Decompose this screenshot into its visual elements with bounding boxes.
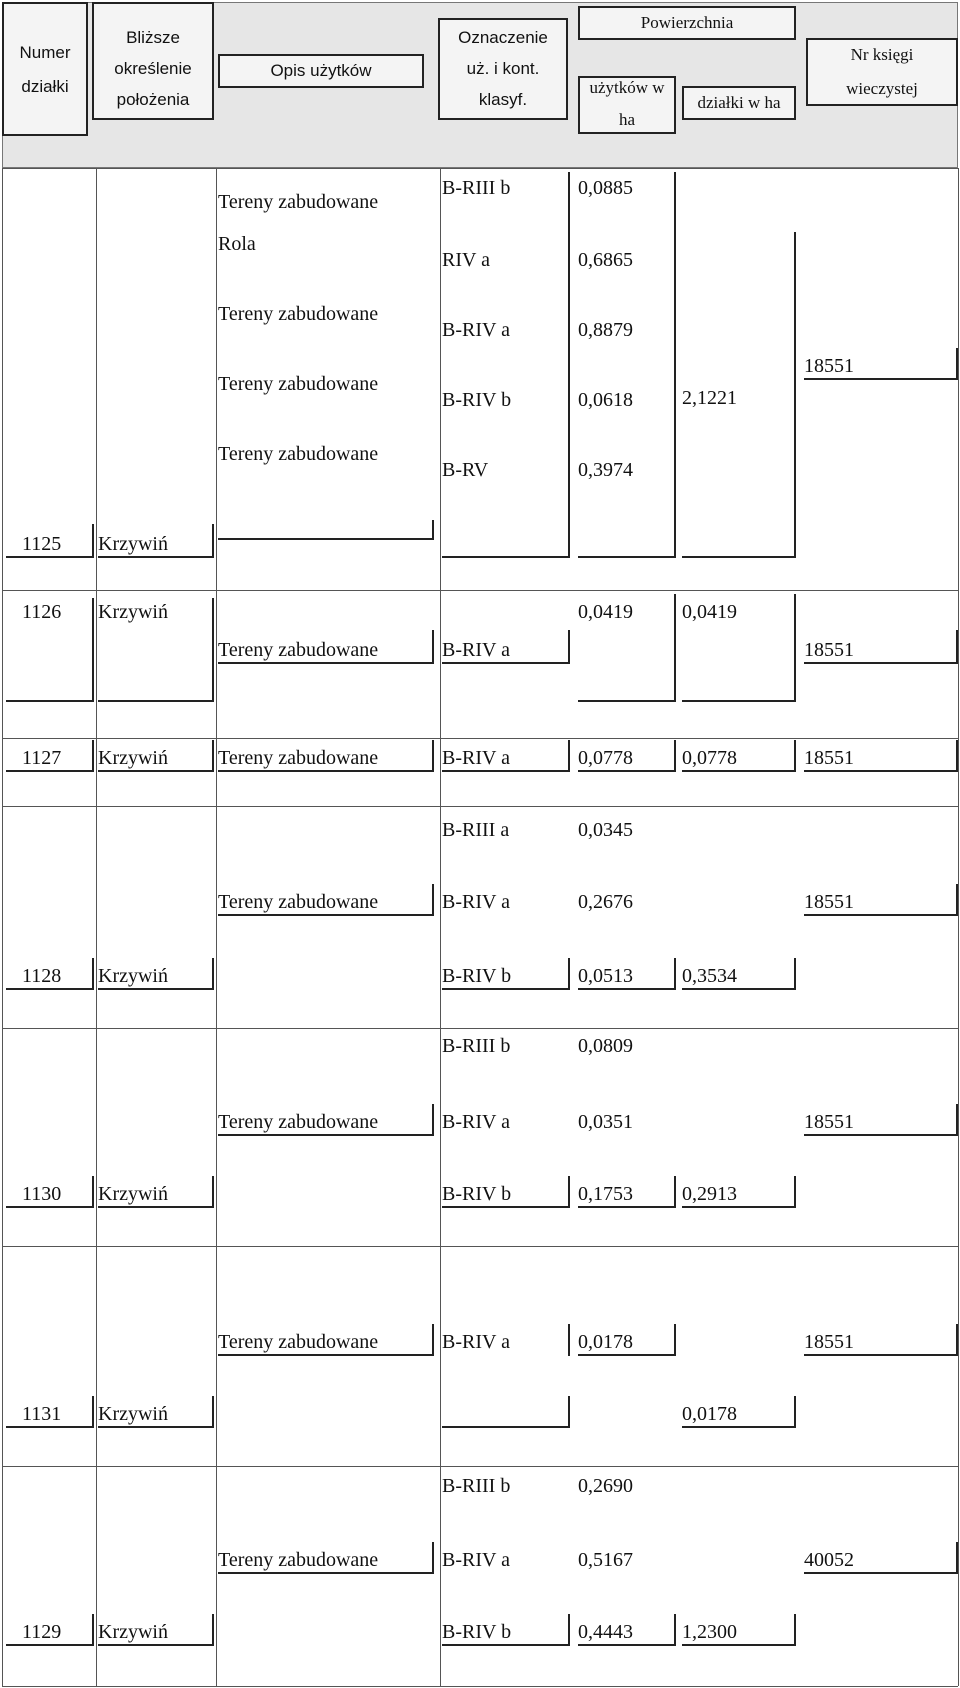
- opis-cell: Tereny zabudowane: [218, 191, 379, 213]
- header-powierzchnia: Powierzchnia: [640, 13, 734, 32]
- cell-border: [794, 1396, 796, 1428]
- klasa-cell: B-RIV a: [442, 747, 510, 769]
- cell-border: [794, 1614, 796, 1646]
- klasa-cell: B-RIV b: [442, 1183, 512, 1205]
- column-divider: [958, 168, 959, 1686]
- cell-underline: [682, 1644, 796, 1646]
- area-cell: 0,0809: [578, 1035, 633, 1057]
- total-cell: 0,0778: [682, 747, 737, 769]
- cell-border: [92, 1396, 94, 1428]
- miejsce-cell: Krzywiń: [98, 965, 168, 987]
- cell-border: [432, 520, 434, 540]
- cell-border: [956, 348, 958, 380]
- area-cell: 0,2676: [578, 891, 633, 913]
- cell-underline: [6, 1644, 94, 1646]
- opis-cell: Tereny zabudowane: [218, 1111, 379, 1133]
- row-divider: [2, 1028, 958, 1029]
- opis-cell: Tereny zabudowane: [218, 1331, 379, 1353]
- cell-border: [794, 594, 796, 702]
- row-divider: [2, 1246, 958, 1247]
- cell-border: [956, 1324, 958, 1356]
- cell-border: [432, 1104, 434, 1136]
- header-oznaczenie: Oznaczenie uż. i kont. klasyf.: [458, 28, 548, 109]
- cell-border: [956, 630, 958, 664]
- miejsce-cell: Krzywiń: [98, 1183, 168, 1205]
- cell-underline: [682, 770, 796, 772]
- cell-underline: [218, 1572, 434, 1574]
- klasa-cell: B-RIII a: [442, 819, 510, 841]
- cell-border: [794, 740, 796, 772]
- cell-underline: [98, 556, 214, 558]
- cell-underline: [218, 662, 434, 664]
- cell-underline: [98, 1206, 214, 1208]
- column-divider: [2, 168, 3, 1686]
- row-divider: [2, 806, 958, 807]
- cell-underline: [804, 1354, 958, 1356]
- cell-border: [92, 740, 94, 772]
- ksiega-cell: 18551: [804, 639, 854, 661]
- ksiega-cell: 18551: [804, 1111, 854, 1133]
- area-cell: 0,0885: [578, 177, 633, 199]
- cell-border: [674, 958, 676, 990]
- cell-border: [674, 1324, 676, 1356]
- numer-cell: 1127: [22, 747, 62, 769]
- cell-underline: [578, 700, 676, 702]
- cell-underline: [218, 1354, 434, 1356]
- cell-underline: [98, 700, 214, 702]
- cell-border: [674, 172, 676, 558]
- total-cell: 1,2300: [682, 1621, 737, 1643]
- header-numer: Numer działki: [19, 43, 71, 96]
- cell-underline: [6, 1206, 94, 1208]
- cell-underline: [578, 1354, 676, 1356]
- area-cell: 0,0419: [578, 601, 633, 623]
- cell-underline: [218, 914, 434, 916]
- opis-cell: Tereny zabudowane: [218, 747, 379, 769]
- cell-border: [794, 1176, 796, 1208]
- cell-border: [568, 740, 570, 772]
- cell-underline: [218, 538, 434, 540]
- cell-border: [674, 1176, 676, 1208]
- header-uzytkow: użytków w ha: [589, 78, 665, 129]
- area-cell: 0,0618: [578, 389, 633, 411]
- total-cell: 2,1221: [682, 387, 737, 409]
- row-divider: [2, 738, 958, 739]
- klasa-cell: B-RIV a: [442, 1331, 510, 1353]
- cell-border: [92, 524, 94, 558]
- cell-border: [432, 1542, 434, 1574]
- column-divider: [96, 168, 97, 1686]
- miejsce-cell: Krzywiń: [98, 601, 168, 623]
- header-dzialki-ha: działki w ha: [697, 93, 781, 112]
- numer-cell: 1126: [22, 601, 62, 623]
- miejsce-cell: Krzywiń: [98, 1621, 168, 1643]
- opis-cell: Rola: [218, 233, 256, 255]
- opis-cell: Tereny zabudowane: [218, 891, 379, 913]
- cell-underline: [804, 1572, 958, 1574]
- cell-border: [568, 172, 570, 558]
- miejsce-cell: Krzywiń: [98, 533, 168, 555]
- klasa-cell: B-RV: [442, 459, 489, 481]
- cell-underline: [98, 1644, 214, 1646]
- cell-underline: [578, 988, 676, 990]
- klasa-cell: B-RIV a: [442, 891, 510, 913]
- numer-cell: 1131: [22, 1403, 62, 1425]
- cell-underline: [578, 1206, 676, 1208]
- ksiega-cell: 18551: [804, 1331, 854, 1353]
- cell-underline: [804, 914, 958, 916]
- opis-cell: Tereny zabudowane: [218, 443, 379, 465]
- cell-underline: [804, 378, 958, 380]
- miejsce-cell: Krzywiń: [98, 1403, 168, 1425]
- area-cell: 0,4443: [578, 1621, 633, 1643]
- ksiega-cell: 40052: [804, 1549, 854, 1571]
- cell-underline: [442, 662, 570, 664]
- cell-underline: [442, 770, 570, 772]
- cell-border: [432, 740, 434, 772]
- area-cell: 0,5167: [578, 1549, 633, 1571]
- header-nr-ksiegi: Nr księgi wieczystej: [846, 45, 918, 98]
- cell-underline: [6, 1426, 94, 1428]
- header-blizsze: Bliższe określenie położenia: [114, 28, 192, 109]
- opis-cell: Tereny zabudowane: [218, 303, 379, 325]
- area-cell: 0,1753: [578, 1183, 633, 1205]
- row-divider: [2, 590, 958, 591]
- cell-border: [432, 884, 434, 916]
- cell-underline: [578, 770, 676, 772]
- area-cell: 0,8879: [578, 319, 633, 341]
- opis-cell: Tereny zabudowane: [218, 639, 379, 661]
- numer-cell: 1129: [22, 1621, 62, 1643]
- cell-underline: [442, 556, 570, 558]
- cell-underline: [218, 1134, 434, 1136]
- cell-border: [568, 1396, 570, 1428]
- area-cell: 0,0778: [578, 747, 633, 769]
- cell-border: [568, 1176, 570, 1208]
- cell-border: [956, 1104, 958, 1136]
- cell-underline: [804, 1134, 958, 1136]
- numer-cell: 1125: [22, 533, 62, 555]
- row-divider: [2, 1686, 958, 1687]
- total-cell: 0,0419: [682, 601, 737, 623]
- cell-border: [212, 524, 214, 558]
- header-opis: Opis użytków: [270, 61, 372, 80]
- cell-underline: [98, 1426, 214, 1428]
- klasa-cell: B-RIII b: [442, 177, 511, 199]
- area-cell: 0,0351: [578, 1111, 633, 1133]
- cell-underline: [6, 988, 94, 990]
- cell-underline: [682, 988, 796, 990]
- cell-underline: [442, 1206, 570, 1208]
- cell-border: [432, 1324, 434, 1356]
- klasa-cell: B-RIII b: [442, 1035, 511, 1057]
- cell-underline: [6, 770, 94, 772]
- cell-border: [568, 630, 570, 664]
- klasa-cell: B-RIV b: [442, 1621, 512, 1643]
- cell-underline: [682, 556, 796, 558]
- cell-underline: [442, 1426, 570, 1428]
- cell-underline: [6, 556, 94, 558]
- klasa-cell: RIV a: [442, 249, 490, 271]
- cell-border: [212, 740, 214, 772]
- cell-border: [956, 1542, 958, 1574]
- area-cell: 0,0345: [578, 819, 633, 841]
- cell-border: [212, 1614, 214, 1646]
- cell-underline: [442, 1644, 570, 1646]
- cell-underline: [98, 770, 214, 772]
- column-divider: [216, 168, 217, 1686]
- cell-border: [674, 740, 676, 772]
- numer-cell: 1128: [22, 965, 62, 987]
- cell-border: [568, 958, 570, 990]
- cell-border: [212, 1176, 214, 1208]
- cell-underline: [578, 1644, 676, 1646]
- numer-cell: 1130: [22, 1183, 62, 1205]
- cell-underline: [98, 988, 214, 990]
- klasa-cell: B-RIV a: [442, 319, 510, 341]
- klasa-cell: B-RIV a: [442, 1111, 510, 1133]
- total-cell: 0,3534: [682, 965, 737, 987]
- cell-underline: [6, 700, 94, 702]
- cell-underline: [682, 1206, 796, 1208]
- total-cell: 0,0178: [682, 1403, 737, 1425]
- cell-underline: [578, 556, 676, 558]
- opis-cell: Tereny zabudowane: [218, 373, 379, 395]
- ksiega-cell: 18551: [804, 747, 854, 769]
- cell-underline: [442, 988, 570, 990]
- cell-underline: [218, 770, 434, 772]
- cell-border: [956, 740, 958, 772]
- cell-border: [92, 958, 94, 990]
- column-divider: [440, 168, 441, 1686]
- cell-border: [794, 232, 796, 558]
- cell-underline: [682, 700, 796, 702]
- cell-border: [568, 1614, 570, 1646]
- cell-border: [794, 958, 796, 990]
- klasa-cell: B-RIV b: [442, 965, 512, 987]
- klasa-cell: B-RIII b: [442, 1475, 511, 1497]
- cell-border: [212, 958, 214, 990]
- cell-border: [432, 630, 434, 664]
- cell-border: [92, 598, 94, 702]
- cell-border: [92, 1614, 94, 1646]
- ksiega-cell: 18551: [804, 355, 854, 377]
- cell-border: [92, 1176, 94, 1208]
- klasa-cell: B-RIV b: [442, 389, 512, 411]
- cell-underline: [804, 770, 958, 772]
- area-cell: 0,0513: [578, 965, 633, 987]
- area-cell: 0,0178: [578, 1331, 633, 1353]
- klasa-cell: B-RIV a: [442, 1549, 510, 1571]
- cell-underline: [804, 662, 958, 664]
- cell-border: [956, 884, 958, 916]
- area-cell: 0,3974: [578, 459, 633, 481]
- row-divider: [2, 168, 958, 169]
- area-cell: 0,6865: [578, 249, 633, 271]
- cell-border: [568, 1324, 570, 1356]
- ksiega-cell: 18551: [804, 891, 854, 913]
- cell-border: [212, 598, 214, 702]
- cell-underline: [682, 1426, 796, 1428]
- cell-border: [212, 1396, 214, 1428]
- opis-cell: Tereny zabudowane: [218, 1549, 379, 1571]
- area-cell: 0,2690: [578, 1475, 633, 1497]
- klasa-cell: B-RIV a: [442, 639, 510, 661]
- row-divider: [2, 1466, 958, 1467]
- miejsce-cell: Krzywiń: [98, 747, 168, 769]
- total-cell: 0,2913: [682, 1183, 737, 1205]
- cell-border: [674, 594, 676, 702]
- cell-border: [674, 1614, 676, 1646]
